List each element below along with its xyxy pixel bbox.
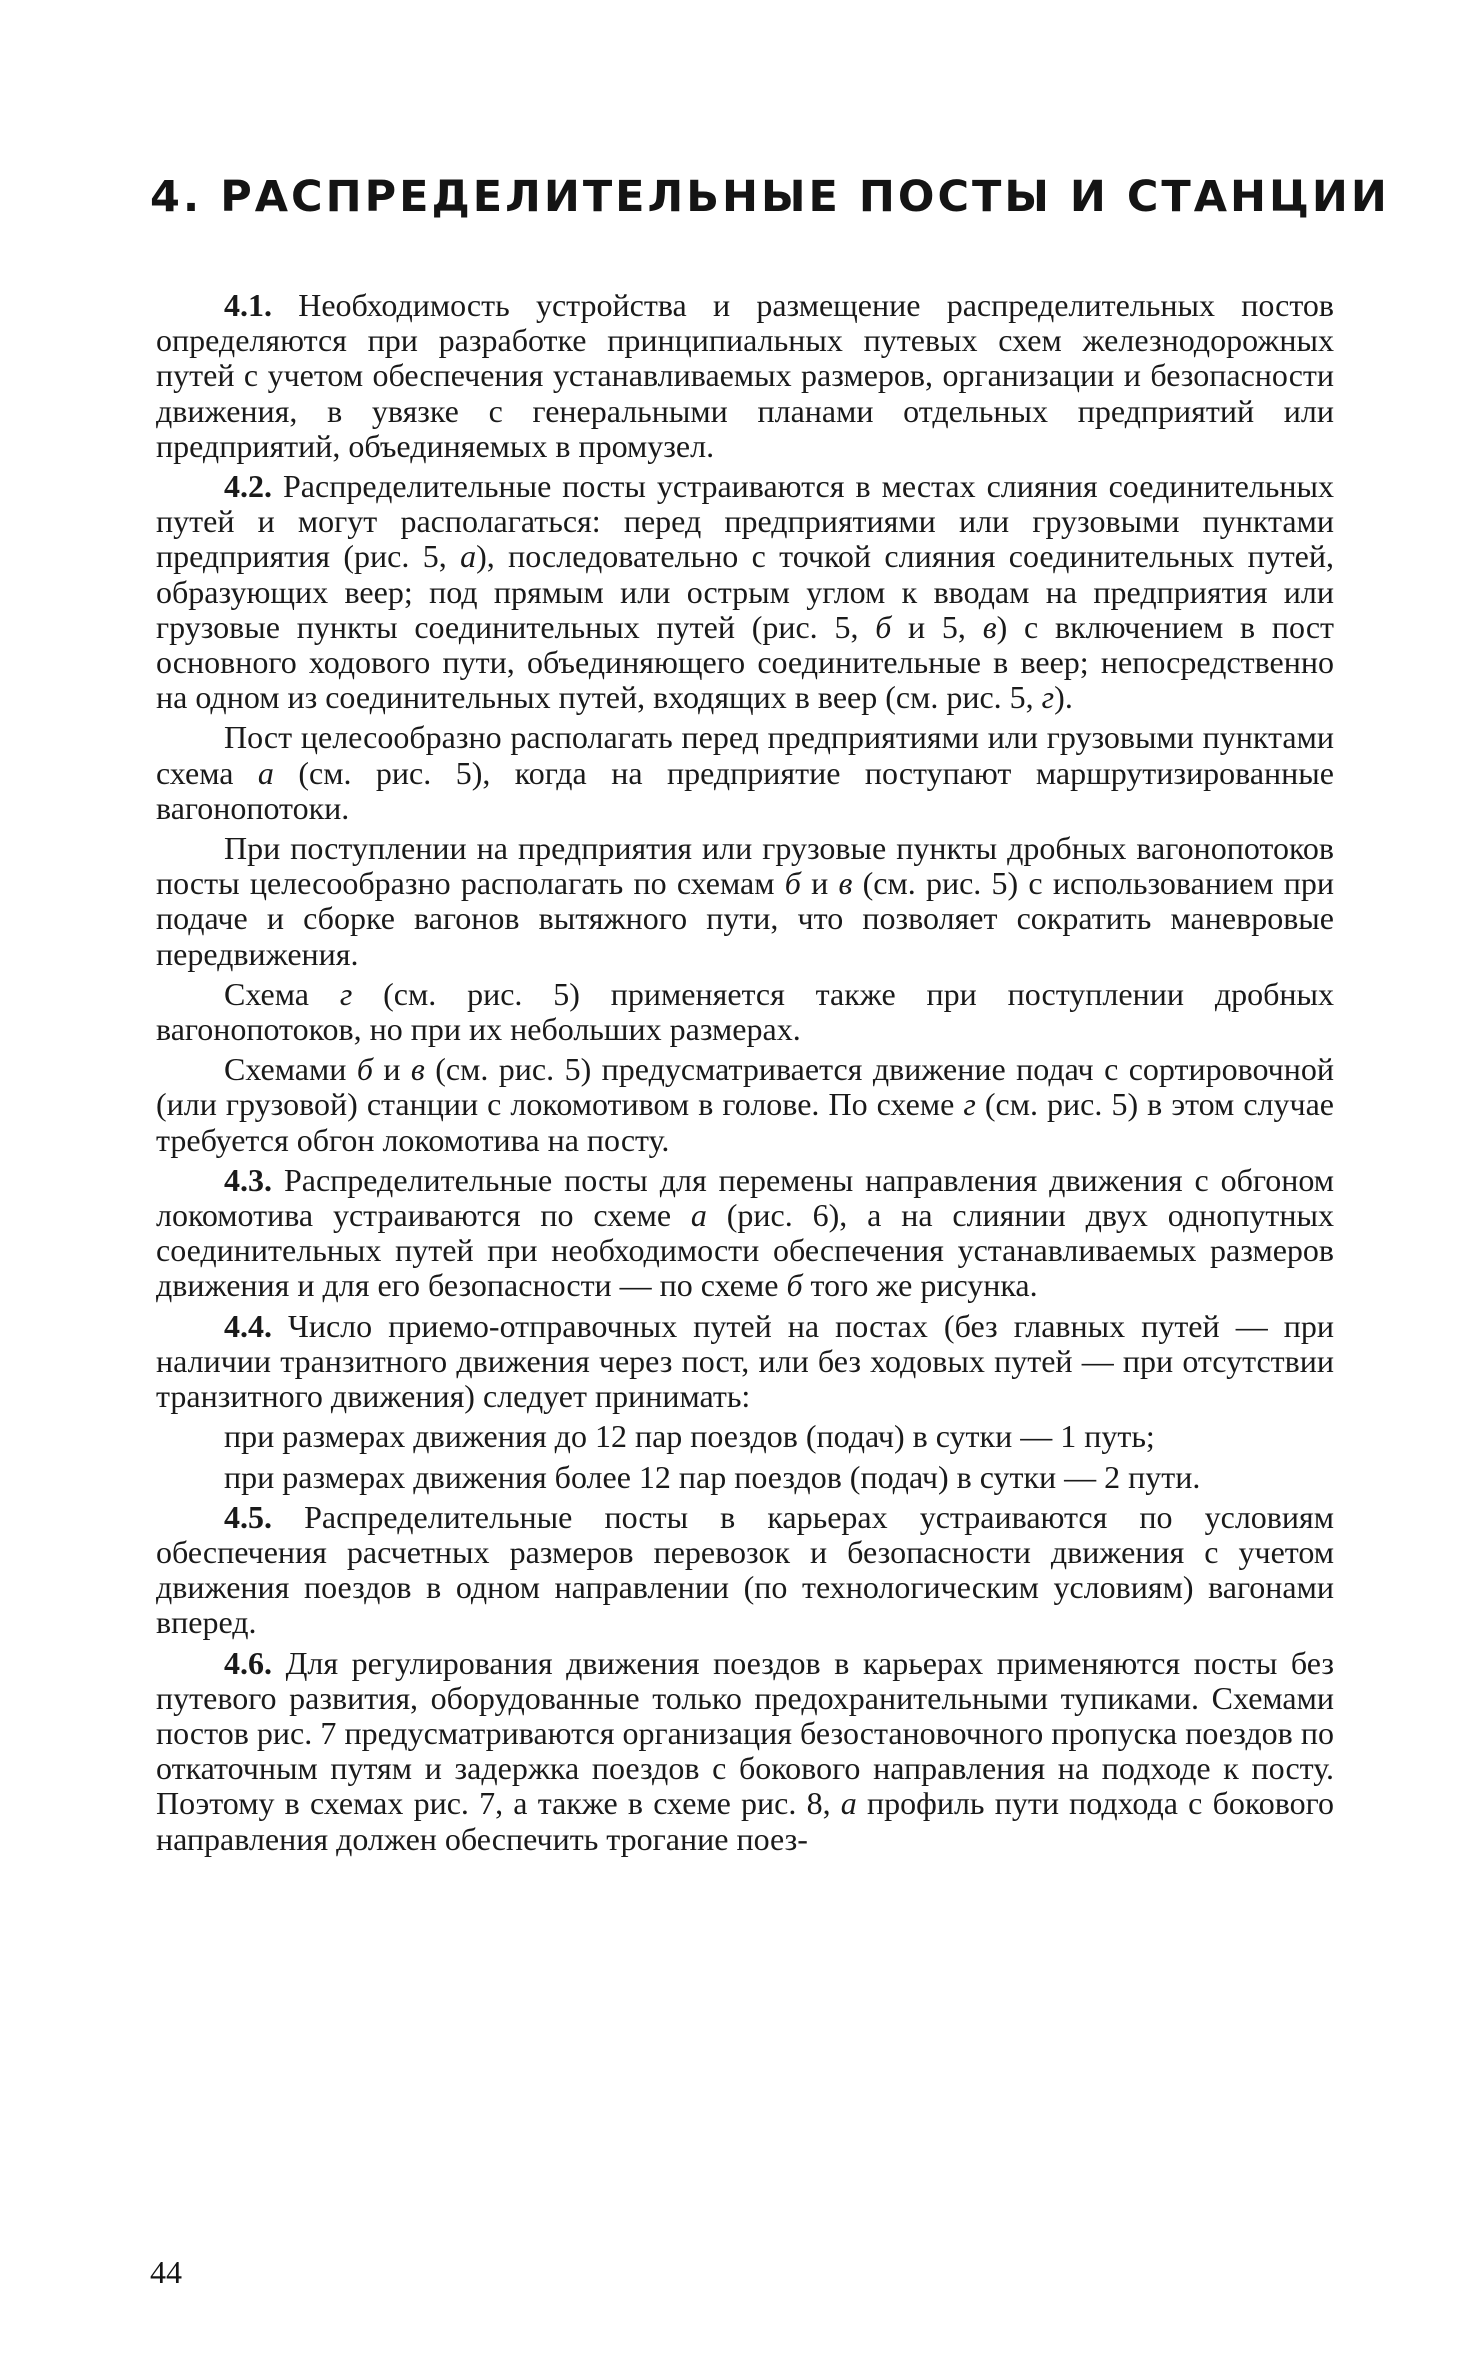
paragraph-text: ).: [1054, 679, 1073, 716]
paragraph-text: и 5,: [891, 608, 983, 645]
scheme-letter: а: [460, 538, 477, 575]
paragraph-text: Для регулирования движения поездов в карьерах применяются посты без путевого развития, оборудованные только предохранительными тупиками. Схемами постов рис. 7 предусматриваются организация безостановочного пропуска поездов по откаточным путям и задержка поездов с бокового направления на подходе к посту. Поэтому в схемах рис. 7, а также в схеме рис. 8,: [156, 1644, 1334, 1822]
paragraph-scheme-g: [156, 977, 1334, 1047]
paragraph-text: и: [372, 1051, 411, 1088]
paragraph-text: Распределительные посты в карьерах устраиваются по условиям обеспечения расчетных размеров перевозок и безопасности движения с учетом движения поездов в одном направлении (по технологическим условиям) вагонами вперед.: [156, 1498, 1334, 1641]
paragraph-text: Распределительные посты устраиваются в местах слияния соединительных путей и могут располагаться: перед предприятиями или грузовыми пунктами предприятия (рис. 5,: [156, 468, 1334, 575]
clause-number: 4.2.: [224, 468, 272, 505]
paragraph-4-2: [156, 469, 1334, 715]
paragraph-text: Пост целесообразно располагать перед предприятиями или грузовыми пунктами схема: [156, 719, 1334, 791]
paragraph-4-1: [156, 288, 1334, 464]
scheme-letter: в: [410, 1051, 425, 1088]
page-number: 44: [150, 2254, 182, 2290]
scheme-letter: б: [356, 1051, 373, 1088]
paragraph-text: ) с включением в пост основного ходового пути, объединяющего соединительные в веер; непосредственно на одном из соединительных путей, входящих в веер (см. рис. 5,: [156, 608, 1335, 716]
clause-number: 4.3.: [224, 1161, 272, 1198]
body-text: [156, 288, 1334, 1857]
paragraph-schemes-b-v: [156, 831, 1334, 972]
clause-number: 4.6.: [224, 1644, 272, 1681]
paragraph-text: (см. рис. 5), когда на предприятие поступают маршрутизированные вагонопотоки.: [156, 754, 1335, 826]
paragraph-text: (рис. 6), а на слиянии двух однопутных соединительных путей при необходимости обеспечения устанавливаемых размеров движения и для его безопасности — по схеме: [156, 1197, 1335, 1304]
clause-number: 4.5.: [224, 1498, 272, 1535]
paragraph-text: при размерах движения более 12 пар поездов (подач) в сутки — 2 пути.: [224, 1458, 1201, 1495]
scheme-letter: а: [257, 754, 274, 791]
paragraph-text: (см. рис. 5) с использованием при подаче и сборке вагонов вытяжного пути, что позволяет сократить маневровые передвижения.: [156, 865, 1335, 972]
scheme-letter: б: [875, 608, 892, 645]
paragraph-4-3: [156, 1163, 1334, 1304]
paragraph-text: Схема: [224, 975, 340, 1012]
paragraph-text: (см. рис. 5) предусматривается движение подач с сортировочной (или грузовой) станции с локомотивом в голове. По схеме: [156, 1051, 1335, 1123]
scheme-letter: а: [690, 1197, 707, 1234]
paragraph-4-4: [156, 1309, 1334, 1415]
paragraph-text: и: [800, 865, 839, 902]
paragraph-text: профиль пути подхода с бокового направления должен обеспечить трогание поез-: [156, 1785, 1335, 1857]
paragraph-text: Распределительные посты для перемены направления движения с обгоном локомотива устраиваются по схеме: [156, 1161, 1334, 1234]
paragraph-4-6: [156, 1646, 1334, 1857]
scheme-letter: в: [982, 608, 997, 645]
list-item-2-tracks: [156, 1460, 1334, 1495]
clause-number: 4.1.: [224, 287, 272, 323]
paragraph-text: Необходимость устройства и размещение распределительных постов определяются при разработке принципиальных путевых схем железнодорожных путей с учетом обеспечения устанавливаемых размеров, организации и безопасности движения, в увязке с генеральными планами отдельных предприятий или предприятий, объединяемых в промузел.: [156, 287, 1334, 464]
scheme-letter: б: [786, 1267, 803, 1304]
paragraph-text: ), последовательно с точкой слияния соединительных путей, образующих веер; под прямым или острым углом к вводам на предприятия или грузовые пункты соединительных путей (рис. 5,: [156, 538, 1334, 645]
scheme-letter: г: [339, 975, 353, 1012]
paragraph-text: Схемами: [224, 1051, 357, 1088]
paragraph-4-5: [156, 1500, 1334, 1641]
list-item-1-track: [156, 1419, 1334, 1454]
paragraph-text: Число приемо-отправочных путей на постах (без главных путей — при наличии транзитного движения через пост, или без ходовых путей — при отсутствии транзитного движения) следует принимать:: [156, 1307, 1334, 1415]
scheme-letter: г: [1041, 679, 1055, 716]
paragraph-locomotive-head: [156, 1052, 1334, 1158]
scheme-letter: г: [963, 1086, 976, 1123]
scheme-letter: а: [840, 1785, 857, 1822]
clause-number: 4.4.: [224, 1307, 272, 1344]
paragraph-text: (см. рис. 5) в этом случае требуется обгон локомотива на посту.: [156, 1086, 1335, 1158]
paragraph-text: при размерах движения до 12 пар поездов (подач) в сутки — 1 путь;: [224, 1418, 1155, 1455]
paragraph-scheme-a: [156, 720, 1334, 826]
paragraph-text: (см. рис. 5) применяется также при поступлении дробных вагонопотоков, но при их небольших размерах.: [156, 975, 1335, 1048]
section-heading: 4. РАСПРЕДЕЛИТЕЛЬНЫЕ ПОСТЫ И СТАНЦИИ: [150, 172, 1390, 222]
scheme-letter: б: [784, 865, 801, 902]
paragraph-text: того же рисунка.: [802, 1267, 1038, 1304]
scheme-letter: в: [838, 865, 853, 902]
paragraph-text: При поступлении на предприятия или грузовые пункты дробных вагонопотоков посты целесообразно располагать по схемам: [156, 830, 1334, 902]
